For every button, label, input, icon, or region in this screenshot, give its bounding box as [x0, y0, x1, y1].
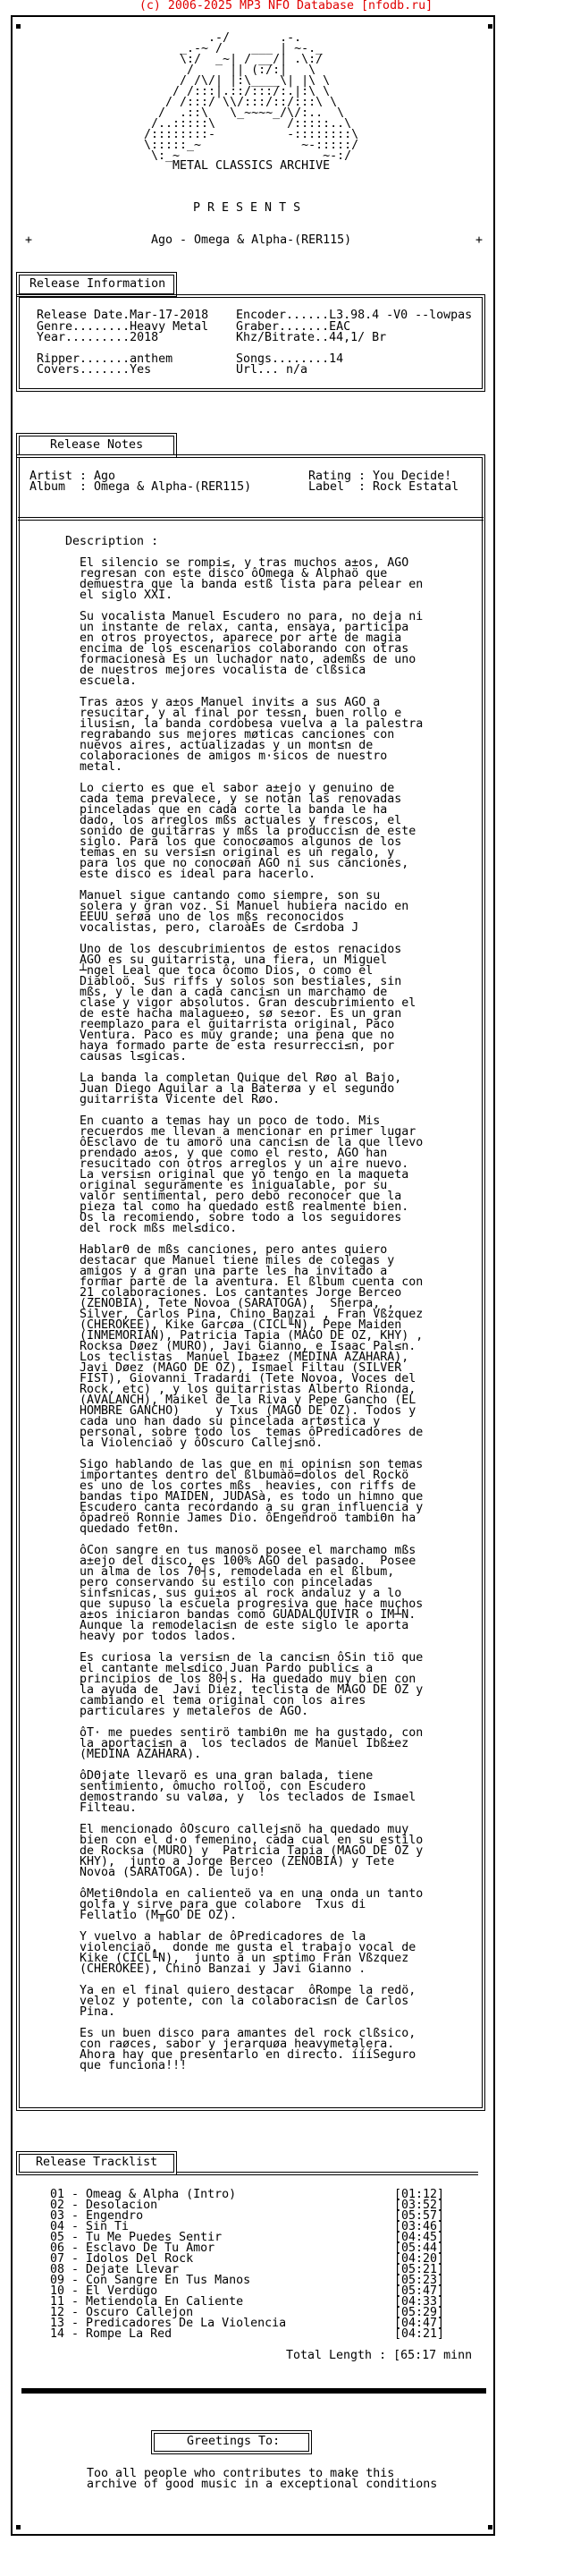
ascii-logo-line: / /:::|.::/:::/:.|:\ \ — [144, 85, 331, 98]
info-row — [236, 365, 307, 376]
info-row — [37, 365, 151, 376]
ascii-logo-line: \:/ _~| / __/| .\:/ — [144, 53, 324, 66]
track-title: 13 - Predicadores De La Violencia — [50, 2317, 287, 2330]
track-length: [05:23] — [394, 2274, 445, 2287]
presents-text: P R E S E N T S — [193, 201, 301, 215]
ascii-logo-line: / /\/| |:\____\| |\ \ — [144, 74, 331, 88]
description-paragraph: ôCon sangre en tus manosö posee el marchamo mßs a±ejo del disco, es 100% AGO del pasado. Posee un alma de los 70┤s, remodelada en el ßlbum, pero conservando su estilo con pinceladas sinf≤nicas, sus gui±os al rock andaluz y a lo que supuso la escuela progresiva que hace muchos a±os iniciaron bandas como GUADALQUIVIR o IM┴N. Aunque la remodelaci≤n de este siglo le aporta heavy por todos lados. — [80, 1544, 424, 1643]
greetings-line: archive of good music in a exceptional conditions — [87, 2478, 438, 2491]
track-title: 12 - Oscuro Callejon — [50, 2306, 194, 2319]
bullet-icon: + — [475, 233, 484, 247]
ascii-logo-line: \:_~ ~-:/ — [144, 149, 352, 163]
corner-square-icon — [16, 2525, 21, 2529]
ascii-logo-line: \:::::_~ ~-:::::/ — [144, 139, 359, 152]
description-paragraph: Lo cierto es que el sabor a±ejo y genuino de cada tema prevalece, y se notan las renovadas pinceladas que en cada corte la banda le ha dado, los arreglos mßs actuales y frescos, el sonido de guitarras y mßs la producci≤n de este siglo. Para los que conocøamos algunos de los temas en su versi≤n original es un regalo, y para los que no conocøan AGO ni sus canciones, este disco es ideal para hacerlo. — [80, 782, 416, 881]
track-length: [04:47] — [394, 2317, 445, 2330]
info-value: Heavy Metal — [130, 320, 209, 334]
label-field: Label : Rock Estatal — [308, 480, 459, 494]
corner-square-icon — [16, 24, 21, 29]
info-value: n/a — [286, 363, 308, 377]
track-length: [03:46] — [394, 2220, 445, 2233]
description-paragraph: El mencionado ôOscuro callej≤nö ha quedado muy bien con el d·o femenino, cada cual en su estilo de Rocksa (MURO) y Patricia Tapia (MAGO DE OZ y KHY), junto a Jorge Berceo (ZENOBIA) y Tete Novoa (SARATOGA). De lujo! — [80, 1823, 424, 1879]
info-label: Ripper....... — [37, 352, 130, 366]
track-title: 05 - Tu Me Puedes Sentir — [50, 2231, 223, 2244]
ascii-logo-line: / /:::/ \\/:::/::/:::\ \ — [144, 96, 338, 109]
ascii-logo-line: /..:::::\ /:::::..\ — [144, 117, 352, 131]
track-title: 06 - Esclavo De Tu Amor — [50, 2241, 215, 2255]
release-info-tab-label: Release Information — [29, 277, 166, 291]
track-length: [01:12] — [394, 2188, 445, 2201]
corner-square-icon — [488, 2525, 492, 2529]
info-label: Release Date. — [37, 309, 130, 322]
info-row — [236, 333, 386, 343]
info-value: EAC — [329, 320, 351, 334]
description-paragraph: Tras a±os y a±os Manuel invit≤ a sus AGO a resucitar, y al final por tes≤n, buen rollo e ilusi≤n, la banda cordobesa vuelva a la palestra regrabando sus mejores møticas canciones con nuevos aires, actualizadas y un mont≤n de colaboraciones de amigos m·sicos de nuestro metal. — [80, 696, 424, 774]
info-value: 2018 — [130, 331, 159, 344]
track-length: [05:44] — [394, 2241, 445, 2255]
info-label: Url... — [236, 363, 287, 377]
info-label: Encoder...... — [236, 309, 330, 322]
track-length: [05:57] — [394, 2209, 445, 2223]
info-label: Year......... — [37, 331, 130, 344]
rating-field: Rating : You Decide! — [308, 470, 452, 483]
group-name: METAL CLASSICS ARCHIVE — [172, 159, 331, 173]
track-list — [50, 2190, 443, 2340]
description-paragraph: Es un buen disco para amantes del rock clßsico, con raøces, sabor y jerarquøa heavymetalera. Ahora hay que presentarlo en directo. íííSeguro que funciona!!! — [80, 2027, 416, 2072]
track-length: [04:21] — [394, 2327, 445, 2341]
ascii-logo-line: / || (:/:| \ — [144, 64, 316, 77]
track-row — [50, 2329, 443, 2340]
info-value: Mar-17-2018 — [130, 309, 209, 322]
ascii-logo-line: _.-~ / ___ | ~-._ — [144, 42, 324, 55]
track-title: 08 - Dejate Llevar — [50, 2263, 180, 2276]
greetings-title: Greetings To: — [187, 2435, 281, 2448]
track-title: 09 - Con Sangre En Tus Manos — [50, 2274, 251, 2287]
track-title: 01 - Omeag & Alpha (Intro) — [50, 2188, 237, 2201]
track-title: 03 - Engendro — [50, 2209, 144, 2223]
tracklist-tab-label: Release Tracklist — [36, 2156, 158, 2169]
description-paragraph: Ya en el final quiero destacar ôRompe la redö, veloz y potente, con la colaboraci≤n de Carlos Pina. — [80, 1984, 416, 2019]
track-title: 04 - Sin Ti — [50, 2220, 130, 2233]
description-paragraph: El silencio se rompi≤, y tras muchos a±os, AGO regresan con este disco ôOmega & Alphaö que demuestra que la banda estß lista para pelear en el siglo XXI. — [80, 556, 424, 602]
ascii-logo — [144, 33, 358, 162]
track-length: [04:20] — [394, 2252, 445, 2266]
track-title: 02 - Desolacion — [50, 2199, 158, 2212]
info-label: Graber....... — [236, 320, 330, 334]
ascii-logo-line: .-/ .-. — [144, 31, 302, 45]
info-value: L3.98.4 -V0 --lowpas — [329, 309, 473, 322]
description-paragraph: HablarΘ de mßs canciones, pero antes quiero destacar que Manuel tiene miles de colegas y amigos y a gran una parte les ha invitado a formar parte de la aventura. El ßlbum cuenta con 21 colaboraciones. Los cantantes Jorge Berceo (ZENOBIA), Tete Novoa (SARATOGA), Sherpa, , Silver, Carlos Pina, Chino Banzai , Fran Vßzquez (CHEROKEE), Kike Garcøa (CICL╙N), Pepe Maiden (INMEMORIAN), Patricia Tapia (MAGO DE OZ, KHY) , Rocksa Døez (MURO), Javi Gianno, e Isaac Pal≤n. Los teclistas Manuel Iba±ez (MEDINA AZAHARA), Javi Døez (MAGO DE OZ), Ismael Filtau (SILVER FIST), Giovanni Tradardi (Tete Novoa, Voces del Rock, etc) , y los guitarristas Alberto Rionda, (AVALANCH), Maikel de la Riva y Pepe Gancho (EL HOMBRE GANCHO) y Txus (MAGO DE OZ). Todos y cada uno han dado su pincelada artøstica y personal, sobre todo los temas ôPredicadores de la Violenciaö y ôOscuro Callej≤nö. — [80, 1243, 424, 1450]
description-paragraph: ôT· me puedes sentirö tambiΘn me ha gustado, con la aportaci≤n a los teclados de Manuel Ibß±ez (MEDINA AZAHARA). — [80, 1726, 424, 1761]
ascii-logo-line: /::::::::- -::::::::\ — [144, 128, 359, 141]
release-notes-tab-label: Release Notes — [50, 438, 144, 452]
corner-square-icon — [488, 24, 492, 29]
release-title: Ago - Omega & Alpha-(RER115) — [151, 233, 352, 247]
track-length: [04:33] — [394, 2295, 445, 2309]
track-length: [05:47] — [394, 2284, 445, 2298]
tracklist-underline — [176, 2172, 478, 2175]
section-divider — [21, 2388, 486, 2394]
description-paragraph: Su vocalista Manuel Escudero no para, no deja ni un instante de relax, canta, ensaya, participa en otros proyectos, aparece por arte de magia encima de los escenarios colaborando con otras formacionesà Es un luchador nato, ademßs de uno de nuestros mejores vocalista de clßsica escuela. — [80, 610, 424, 688]
ascii-logo-line: / .::\ \_~~~~_/\/:.. \ — [144, 106, 345, 120]
description-heading: Description : — [65, 535, 159, 548]
description-paragraph: Es curiosa la versi≤n de la canci≤n ôSin tiö que el cantante mel≤dico Juan Pardo public≤ a principios de los 80┤s. Ha quedado muy bien con la ayuda de Javi Diez, teclista de MAGO DE OZ y cambiando el tema original con los aires particulares y metaleros de AGO. — [80, 1651, 424, 1718]
info-label: Covers....... — [37, 363, 130, 377]
artist-field: Artist : Ago — [29, 470, 116, 483]
track-title: 10 - El Verdugo — [50, 2284, 158, 2298]
track-title: 11 - Metiendola En Caliente — [50, 2295, 244, 2309]
bullet-icon: + — [25, 233, 33, 247]
description-paragraph: Y vuelvo a hablar de ôPredicadores de la violenciaö, donde me gusta el trabajo vocal de Kike (CICL╙N), junto a un ≤ptimo Fran Vßzquez (CHEROKEE), Chino Banzai y Javi Gianno . — [80, 1930, 416, 1976]
description-paragraph: En cuanto a temas hay un poco de todo. Mis recuerdos me llevan a mencionar en primer lugar ôEsclavo de tu amorö una canci≤n de la que llevo prendado a±os, y que como el resto, AGO han resucitado con otros arreglos y un aire nuevo. La versi≤n original que yo tengo en la maqueta original seguramente es inigualable, por su valor sentimental, pero debo reconocer que la pieza tal como ha quedado estß realmente bien. Os la recomiendo, sobre todo a los seguidores del rock mßs mel≤dico. — [80, 1114, 424, 1235]
notes-separator — [18, 517, 484, 521]
description-paragraph: La banda la completan Quique del Røo al Bajo, Juan Diego Aguilar a la Baterøa y el segundo guitarrista Vicente del Røo. — [80, 1072, 402, 1106]
total-length: Total Length : [65:17 minn — [286, 2349, 473, 2362]
info-value: Yes — [130, 363, 152, 377]
info-value: anthem — [130, 352, 173, 366]
track-length: [03:52] — [394, 2199, 445, 2212]
info-value: 14 — [329, 352, 344, 366]
track-title: 14 - Rompe La Red — [50, 2327, 172, 2341]
album-field: Album : Omega & Alpha-(RER115) — [29, 480, 252, 494]
info-row — [37, 333, 158, 343]
description-paragraph: ôDΘjate llevarö es una gran balada, tiene sentimiento, ômucho rolloö, con Escudero demostrando su valøa, y los teclados de Ismael Filteau. — [80, 1769, 416, 1815]
track-length: [04:45] — [394, 2231, 445, 2244]
description-body — [80, 558, 423, 2082]
description-paragraph: Uno de los descubrimientos de estos renacidos AGO es su guitarrista, una fiera, un Miguel ┴ngel Leal que toca ôcomo Dios, o como el Diabloö. Sus riffs y solos son bestiales, sin mßs, y le dan a cada canci≤n un marchamo de clase y vigor absolutos. Gran descubrimiento el de este hacha malague±o, sø se±or. Es un gran reemplazo para el guitarrista original, Paco Ventura. Paco es muy grande; una pena que no haya formado parte de esta resurrecci≤n, por causas l≤gicas. — [80, 943, 416, 1063]
track-length: [05:21] — [394, 2263, 445, 2276]
description-paragraph: Manuel sigue cantando como siempre, son su solera y gran voz. Si Manuel hubiera nacido en EEUU serøa uno de los mßs reconocidos vocalistas, pero, claroàEs de C≤rdoba J — [80, 889, 409, 935]
greetings-line: Too all people who contributes to make this — [87, 2467, 395, 2480]
info-label: Songs........ — [236, 352, 330, 366]
info-value: 44,1/ Br — [329, 331, 387, 344]
info-label: Khz/Bitrate.. — [236, 331, 330, 344]
track-title: 07 - Idolos Del Rock — [50, 2252, 194, 2266]
info-label: Genre........ — [37, 320, 130, 334]
track-length: [05:29] — [394, 2306, 445, 2319]
description-paragraph: Sigo hablando de las que en mi opini≤n son temas importantes dentro del ßlbumàö=dolos del Rockö es uno de los cortes mßs heavies, con riffs de bandas tipo MAIDEN, JUDASà, es todo un himno que Escudero canta recordando a su gran influencia y ôpadreö Ronnie James Dio. ôEngendroö tambiΘn ha quedado fetΘn. — [80, 1458, 424, 1536]
copyright-header: (c) 2006-2025 MP3 NFO Database [nfodb.ru] — [139, 0, 433, 13]
description-paragraph: ôMetiΘndola en calienteö va en una onda un tanto golfa y sirve para que colabore Txus di Fellatio (M╥GO DE OZ). — [80, 1887, 424, 1922]
